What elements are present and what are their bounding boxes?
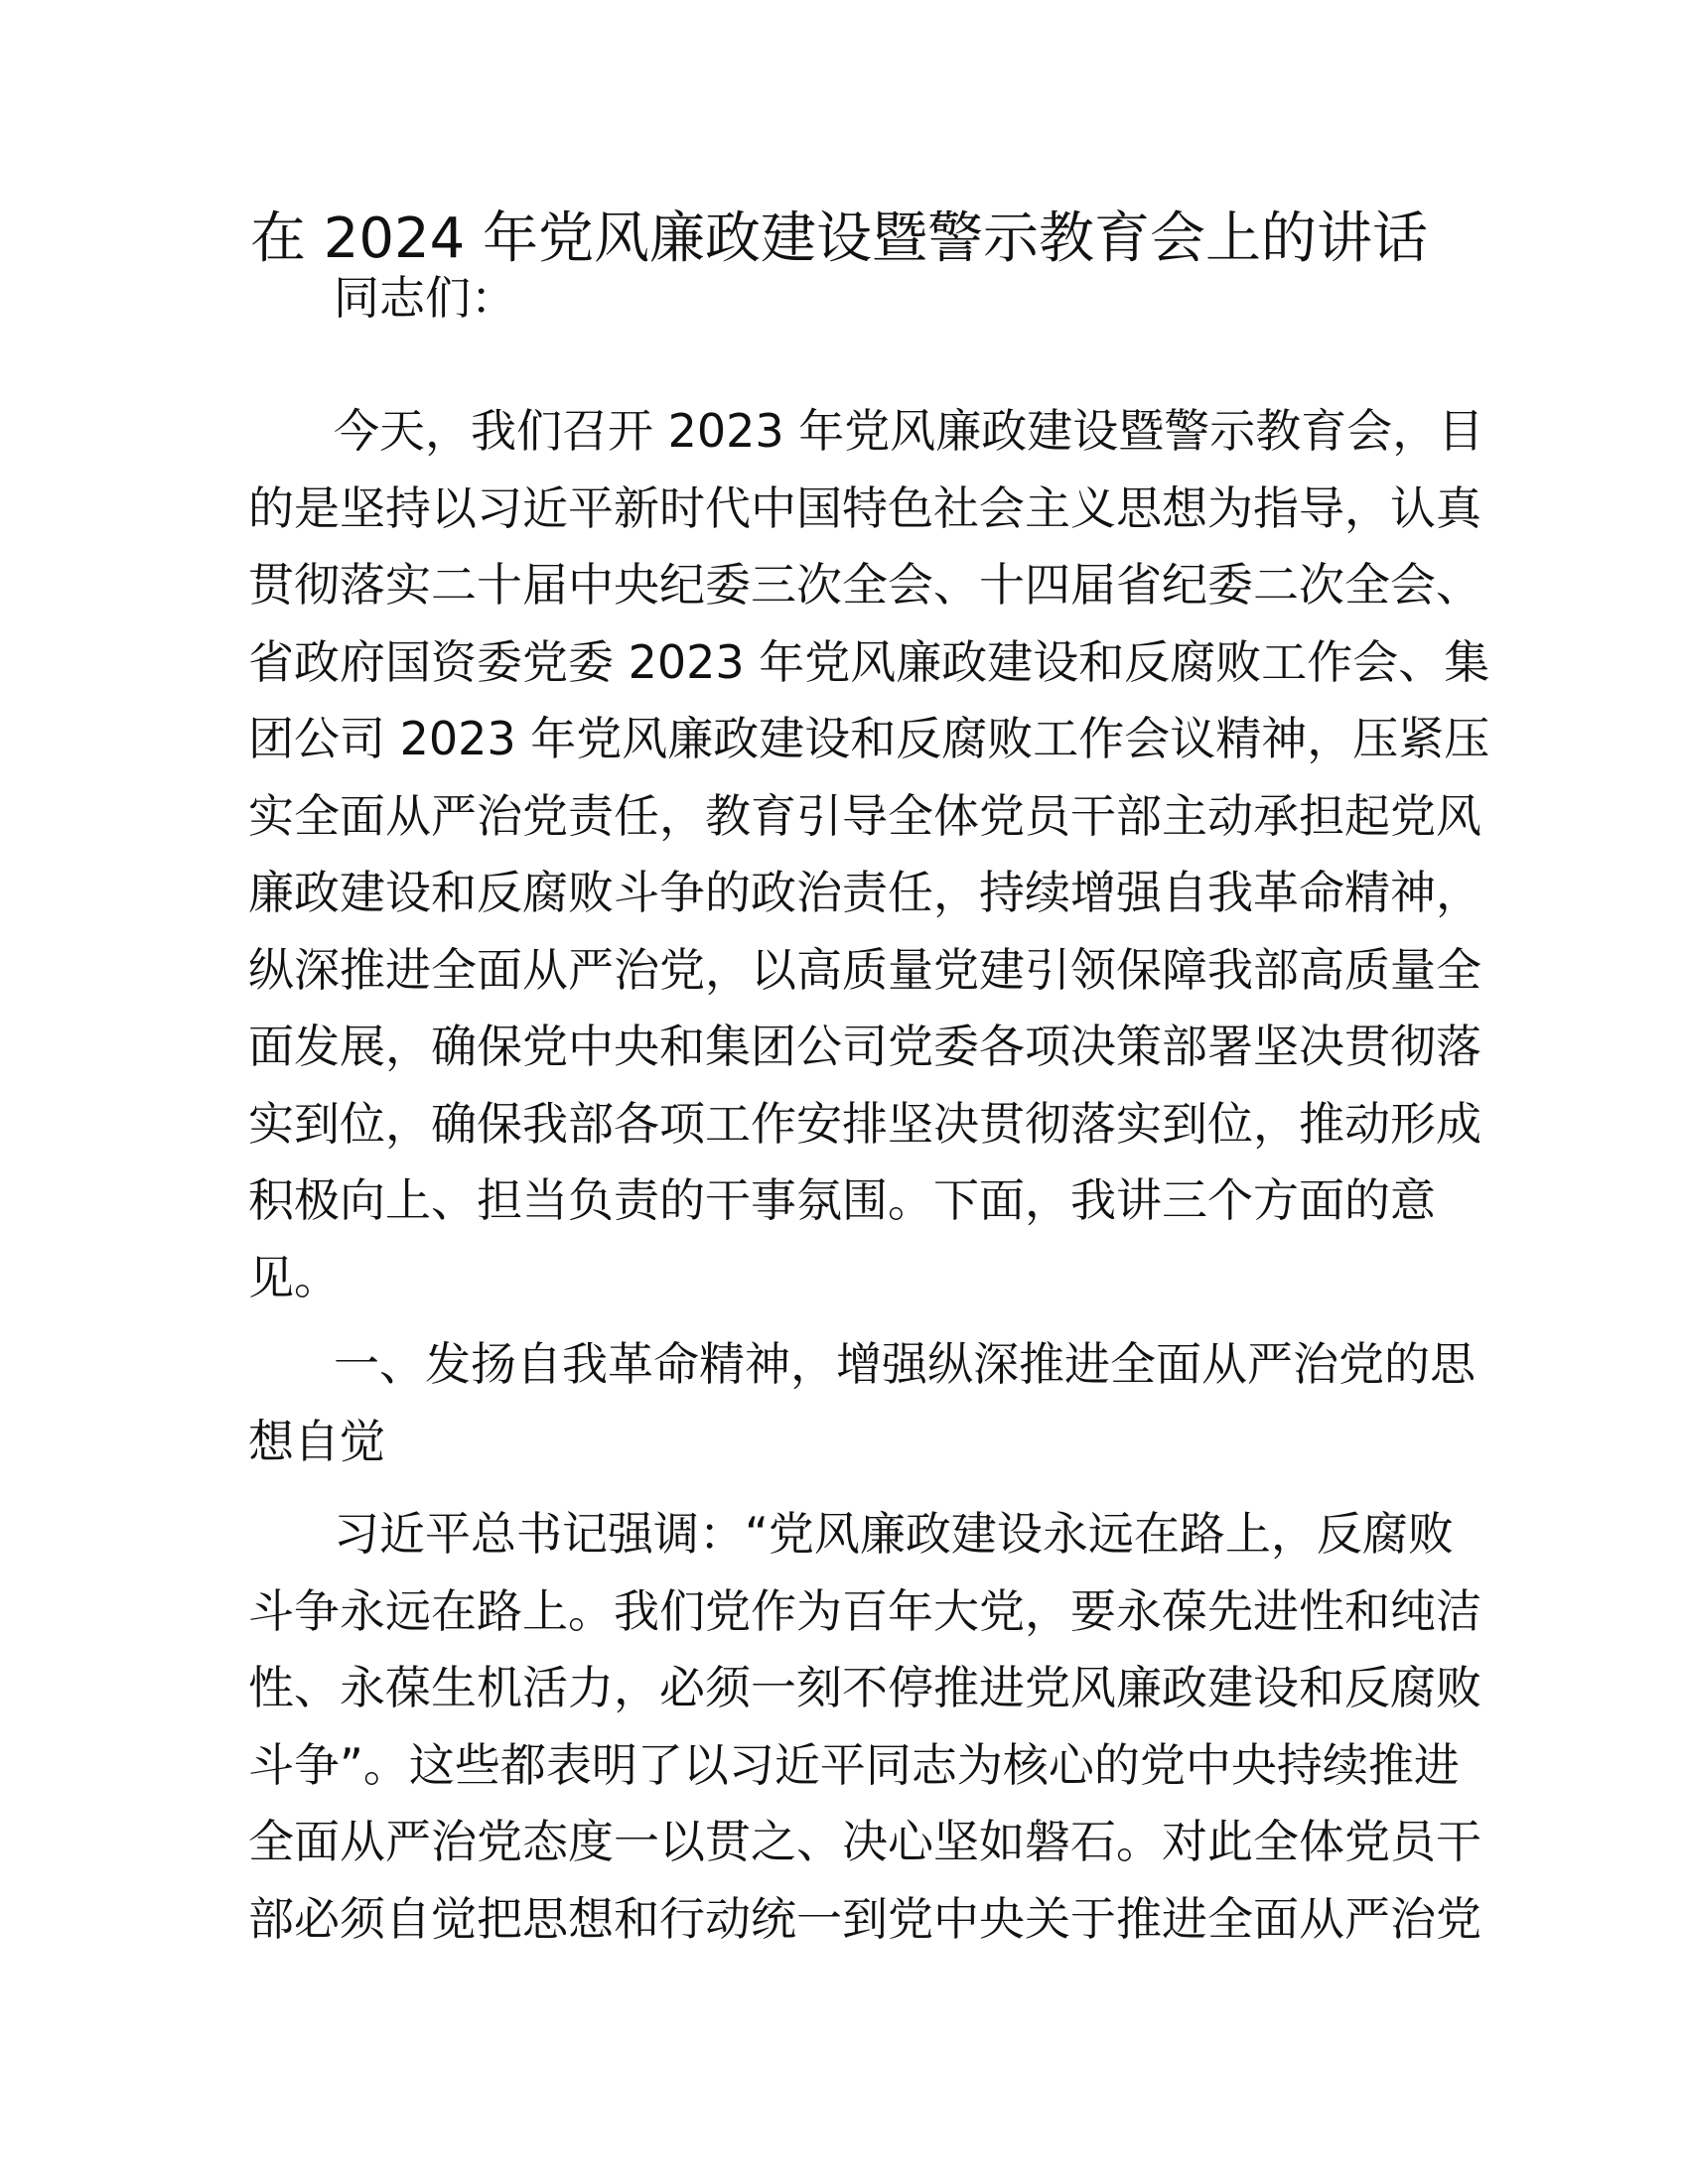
text-line: 面发展，确保党中央和集团公司党委各项决策部署坚决贯彻落 (248, 1020, 1481, 1073)
text-line: 积极向上、担当负责的干事氛围。下面，我讲三个方面的意 (248, 1173, 1436, 1227)
paragraph-intro (248, 393, 1490, 1316)
text-line: 的是坚持以习近平新时代中国特色社会主义思想为指导，认真 (248, 480, 1481, 535)
text-line: 团公司 2023 年党风廉政建设和反腐败工作会议精神，压紧压 (248, 712, 1490, 765)
text-line: 性、永葆生机活力，必须一刻不停推进党风廉政建设和反腐败 (248, 1661, 1481, 1714)
text-line: 见。 (248, 1250, 340, 1304)
salutation-block (248, 260, 1430, 338)
text-line: 部必须自觉把思想和行动统一到党中央关于推进全面从严治党 (248, 1891, 1481, 1946)
text-line: 斗争”。这些都表明了以习近平同志为核心的党中央持续推进 (248, 1737, 1460, 1792)
document-title: 在 2024 年党风廉政建设暨警示教育会上的讲话 (249, 206, 1429, 271)
paragraph-section-1 (248, 1496, 1481, 1958)
text-line: 全面从严治党态度一以贯之、决心坚如磐石。对此全体党员干 (248, 1815, 1481, 1868)
text-line: 实到位，确保我部各项工作安排坚决贯彻落实到位，推动形成 (248, 1096, 1481, 1151)
heading-line: 想自觉 (248, 1414, 385, 1468)
text-line: 习近平总书记强调：“党风廉政建设永远在路上，反腐败 (334, 1507, 1454, 1561)
text-line: 斗争永远在路上。我们党作为百年大党，要永葆先进性和纯洁 (248, 1583, 1481, 1638)
text-line: 廉政建设和反腐败斗争的政治责任，持续增强自我革命精神， (248, 866, 1481, 919)
section-heading-1 (248, 1326, 1476, 1480)
text-line: 今天，我们召开 2023 年党风廉政建设暨警示教育会，目 (334, 404, 1484, 458)
text-line: 实全面从严治党责任，教育引导全体党员干部主动承担起党风 (248, 788, 1481, 843)
text-line: 贯彻落实二十届中央纪委三次全会、十四届省纪委二次全会、 (248, 558, 1481, 612)
text-line: 省政府国资委党委 2023 年党风廉政建设和反腐败工作会、集 (248, 634, 1490, 689)
text-line: 纵深推进全面从严治党，以高质量党建引领保障我部高质量全 (248, 942, 1481, 997)
salutation: 同志们： (334, 271, 516, 325)
heading-line: 一、发扬自我革命精神，增强纵深推进全面从严治党的思 (334, 1337, 1476, 1391)
